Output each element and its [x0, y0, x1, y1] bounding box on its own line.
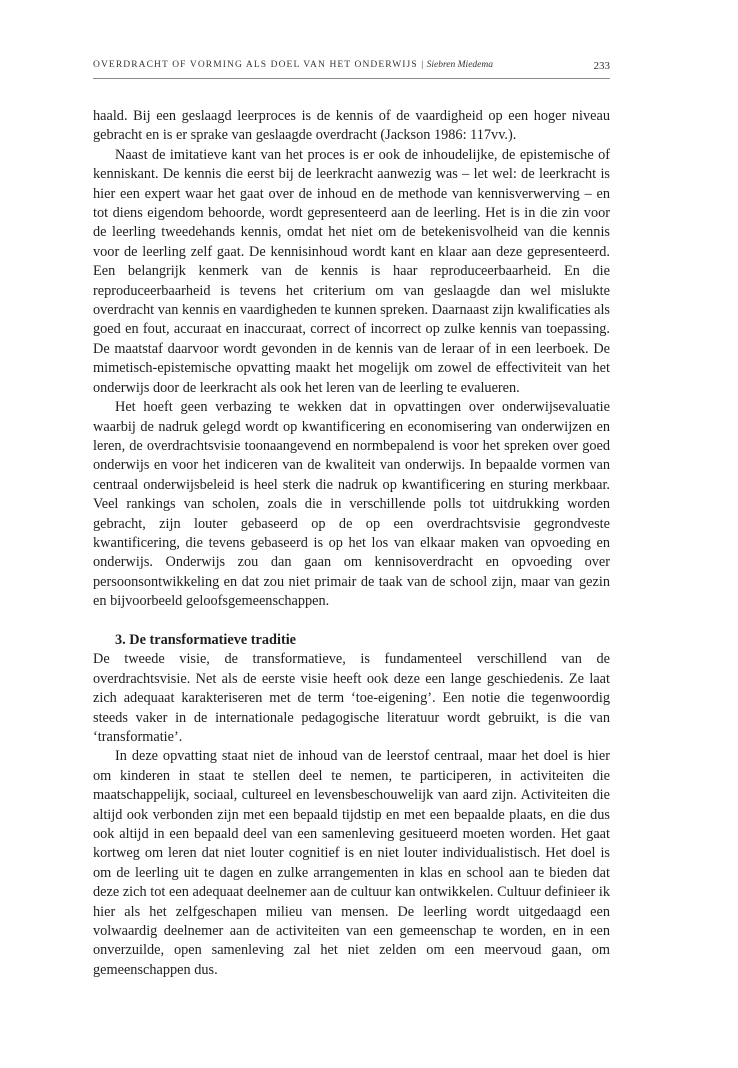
section-heading: 3. De transformatieve traditie: [115, 631, 297, 648]
running-head-title: OVERDRACHT OF VORMING ALS DOEL VAN HET ONDERWIJS: [93, 60, 418, 70]
paragraph: Naast de imitatieve kant van het proces is er ook de inhoudelijke, de epistemische of kenniskant. De kennis die eerst bij de leerkracht aanwezig was – let wel: de leerkracht is hier een expert waar het gaat over de inhoud en de methode van kennisverwerving – en tot diens eigendom behoorde, wordt gepresenteerd aan de leerling. Het is in die zin voor de leerling tweedehands kennis, omdat het niet om de betekenisvolheid van die kennis voor de leerling zelf gaat. De kennisinhoud wordt kant en klaar aan deze gepresenteerd. Een belangrijk kenmerk van de kennis is haar reproduceerbaarheid. En die reproduceerbaarheid is tevens het criterium om van geslaagde dan wel mislukte overdracht van kennis en vaardigheden te kunnen spreken. Daarnaast zijn kwalificaties als goed en fout, accuraat en inaccuraat, correct of incorrect op zulke kennis van toepassing. De maatstaf daarvoor wordt gevonden in de kennis van de leraar of in een leerboek. De mimetisch-epistemische opvatting maakt het mogelijk om zowel de effectiviteit van het onderwijs door de leerkracht als ook het leren van de leerling te evalueren.: [93, 146, 610, 396]
body-text: [93, 107, 610, 980]
paragraph: Het hoeft geen verbazing te wekken dat in opvattingen over onderwijsevaluatie waarbij de nadruk gelegd wordt op kwantificering en economisering van onderwijzen en leren, de overdrachtsvisie toonaangevend en normbepalend is voor het spreken over goed onderwijs en voor het indiceren van de kwaliteit van onderwijs. In bepaalde vormen van centraal onderwijsbeleid is heel sterk die nadruk op kwantificering en sturing merkbaar. Veel rankings van scholen, zoals die in verschillende polls tot uitdrukking worden gebracht, zijn louter gebaseerd op de op een overdrachtsvisie gegrondveste kwantificering, die tevens gebaseerd is op het los van elkaar maken van opvoeding en onderwijs. Onderwijs zou dan gaan om kennisoverdracht en opvoeding over persoonsontwikkeling en dat zou niet primair de taak van de school zijn, maar van gezin en bijvoorbeeld geloofsgemeenschappen.: [93, 399, 610, 610]
section-paragraph: In deze opvatting staat niet de inhoud van de leerstof centraal, maar het doel is hier om kinderen in staat te stellen deel te nemen, te participeren, in activiteiten die maatschappelijk, sociaal, cultureel en levensbeschouwelijk van aard zijn. Activiteiten die altijd ook verbonden zijn met een bepaald tijdstip en met een bepaalde plaats, en die dus ook altijd in een bepaald deel van een samenleving gesitueerd moeten worden. Het gaat kortweg om leren dat niet louter cognitief is en niet louter individualistisch. Het doel is om de leerling uit te dagen en zulke arrangementen in klas en school aan te bieden dat deze zich tot een adequaat deelnemer aan de cultuur kan ontwikkelen. Cultuur definieer ik hier als het zelfgeschapen milieu van mensen. De leerling wordt uitgedaagd een volwaardig deelnemer aan de activiteiten van een gemeenschap te worden, en in een onverzuilde, open samenleving zal het niet zelden om een meervoud gaan, om gemeenschappen dus.: [93, 748, 610, 978]
running-head-author: Siebren Miedema: [426, 60, 493, 70]
running-head-left: [93, 60, 493, 70]
page-number: 233: [593, 60, 610, 72]
running-head: [93, 60, 610, 79]
section-paragraph: De tweede visie, de transformatieve, is fundamenteel verschillend van de overdrachtsvisie. Net als de eerste visie heeft ook deze een lange geschiedenis. Ze laat zich adequaat karakteriseren met de term ‘toe-eigening’. Een notie die tegenwoordig steeds vaker in de internationale pedagogische literatuur wordt gebruikt, is die van ‘transformatie’.: [93, 651, 610, 745]
paragraph-continued: haald. Bij een geslaagd leerproces is de kennis of de vaardigheid op een hoger niveau gebracht en is er sprake van geslaagde overdracht (Jackson 1986: 117vv.).: [93, 108, 610, 144]
running-head-separator: |: [421, 60, 424, 70]
